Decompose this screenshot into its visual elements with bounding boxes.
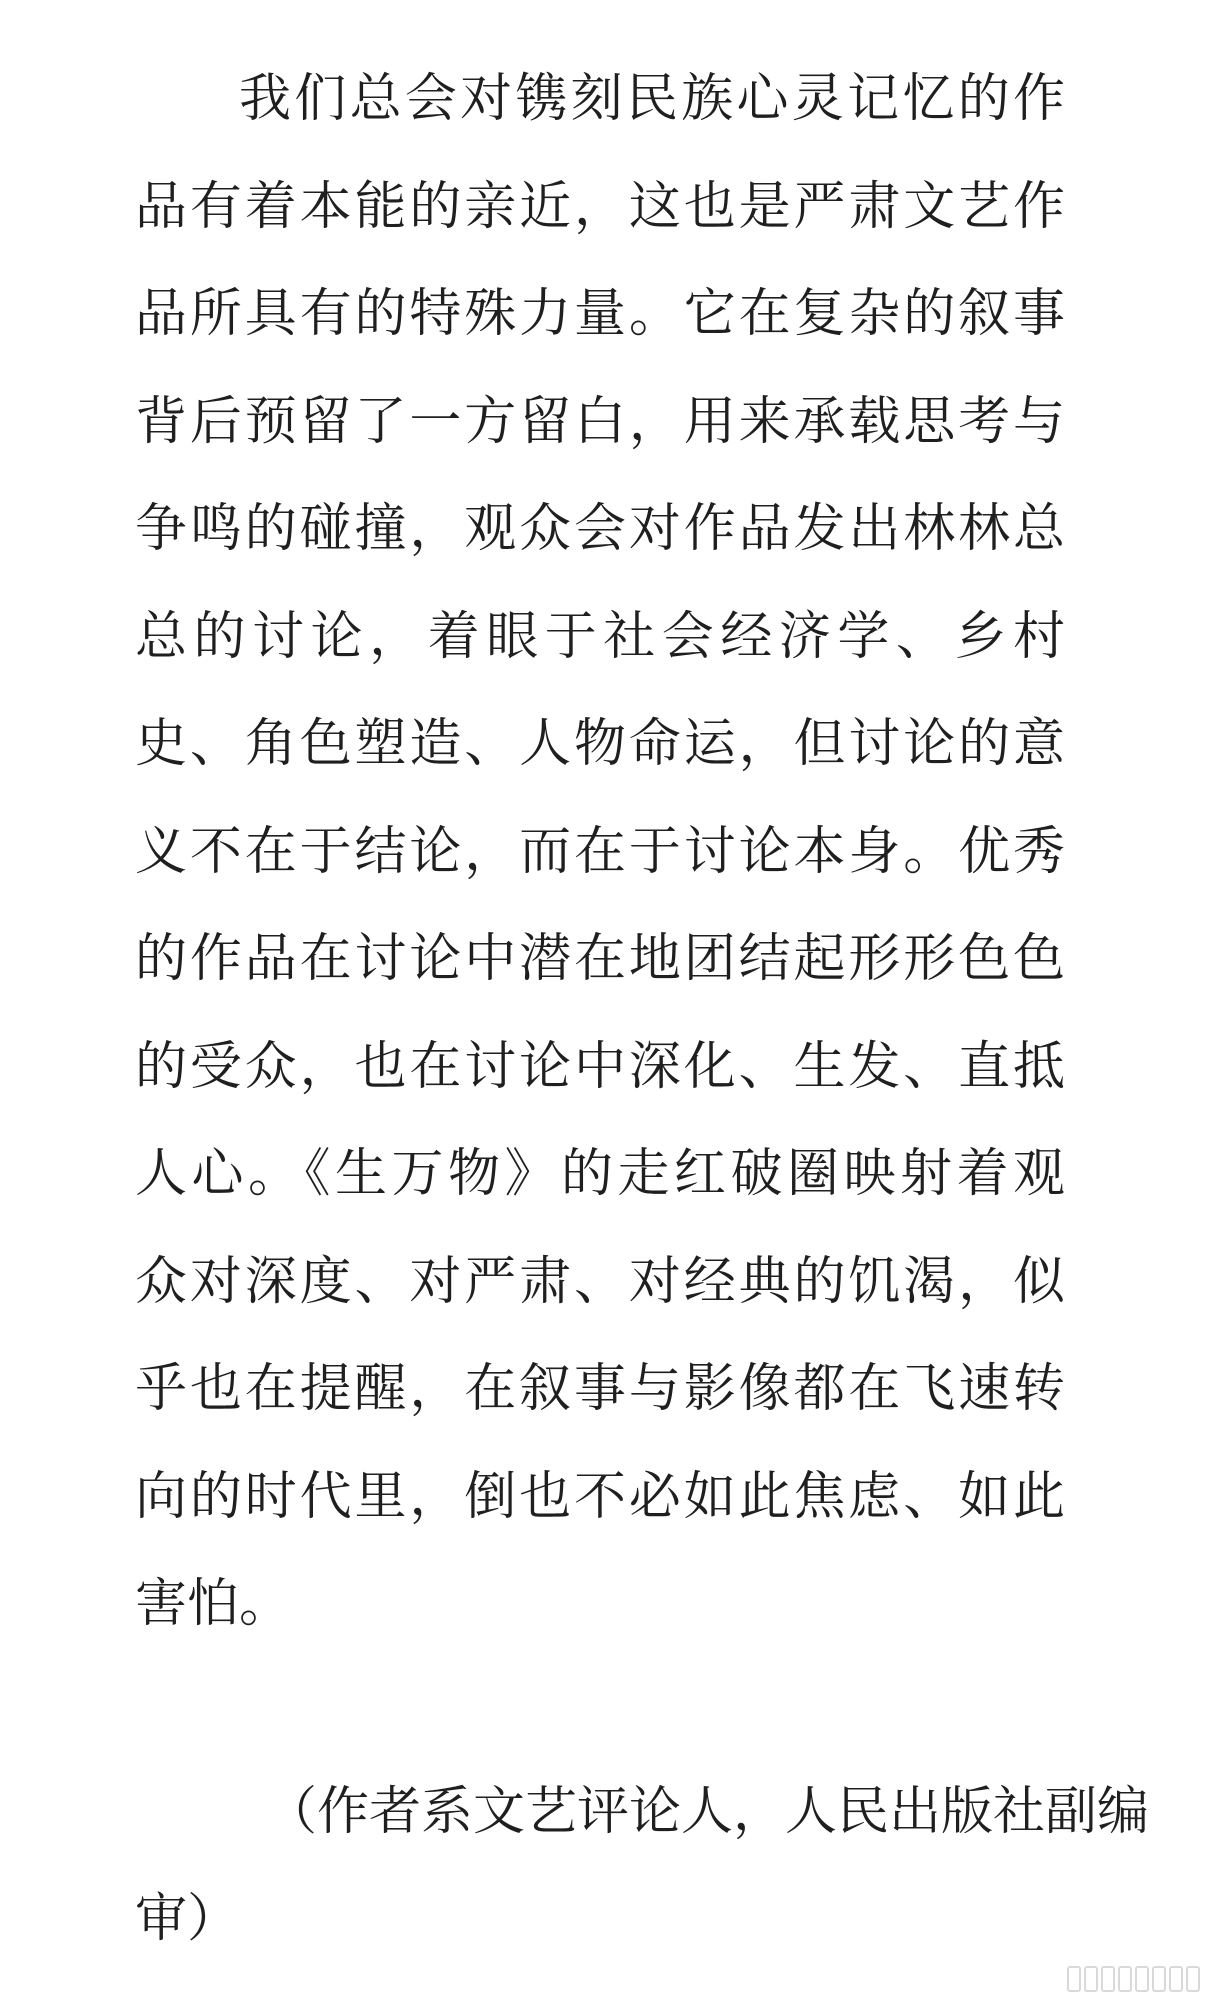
- paragraph-line: 争鸣的碰撞，观众会对作品发出林林总: [135, 499, 1065, 559]
- paragraph-line: 背后预留了一方留白，用来承载思考与: [135, 391, 1065, 452]
- paragraph-line: 总的讨论，着眼于社会经济学、乡村: [135, 606, 1065, 667]
- paragraph-line: 的受众，也在讨论中深化、生发、直抵: [135, 1036, 1065, 1097]
- watermark-glyph-icon: [1169, 1966, 1183, 1992]
- author-note: [135, 1759, 1150, 1974]
- paragraph-line: 向的时代里，倒也不必如此焦虑、如此: [135, 1466, 1065, 1527]
- paragraph-line: 众对深度、对严肃、对经典的饥渴，似: [135, 1251, 1065, 1312]
- watermark-glyph-icon: [1067, 1966, 1081, 1992]
- paragraph-spacer: [135, 1659, 1065, 1759]
- watermark-glyph-icon: [1084, 1966, 1098, 1992]
- watermark-glyph-icon: [1135, 1966, 1149, 1992]
- watermark-glyph-icon: [1101, 1966, 1115, 1992]
- author-note-line: 审）: [135, 1889, 240, 1949]
- article-body: [135, 46, 1150, 1974]
- paragraph-line: 史、角色塑造、人物命运，但讨论的意: [135, 714, 1065, 774]
- paragraph-line: 我们总会对镌刻民族心灵记忆的作: [239, 69, 1065, 129]
- article-paragraph: [135, 46, 1065, 1659]
- watermark-glyph-icon: [1186, 1966, 1200, 1992]
- paragraph-line: 义不在于结论，而在于讨论本身。优秀: [135, 821, 1065, 882]
- watermark-glyph-icon: [1152, 1966, 1166, 1992]
- paragraph-line: 的作品在讨论中潜在地团结起形形色色: [135, 929, 1065, 989]
- paragraph-line: 人心。《生万物》的走红破圈映射着观: [135, 1144, 1065, 1204]
- paragraph-line: 害怕。: [135, 1574, 292, 1634]
- paragraph-line: 乎也在提醒，在叙事与影像都在飞速转: [135, 1359, 1065, 1419]
- watermark-logo: [1067, 1962, 1200, 1992]
- author-note-line: （作者系文艺评论人，人民出版社副编: [265, 1781, 1150, 1842]
- paragraph-line: 品所具有的特殊力量。它在复杂的叙事: [135, 284, 1065, 344]
- watermark-glyph-icon: [1118, 1966, 1132, 1992]
- paragraph-line: 品有着本能的亲近，这也是严肃文艺作: [135, 176, 1065, 237]
